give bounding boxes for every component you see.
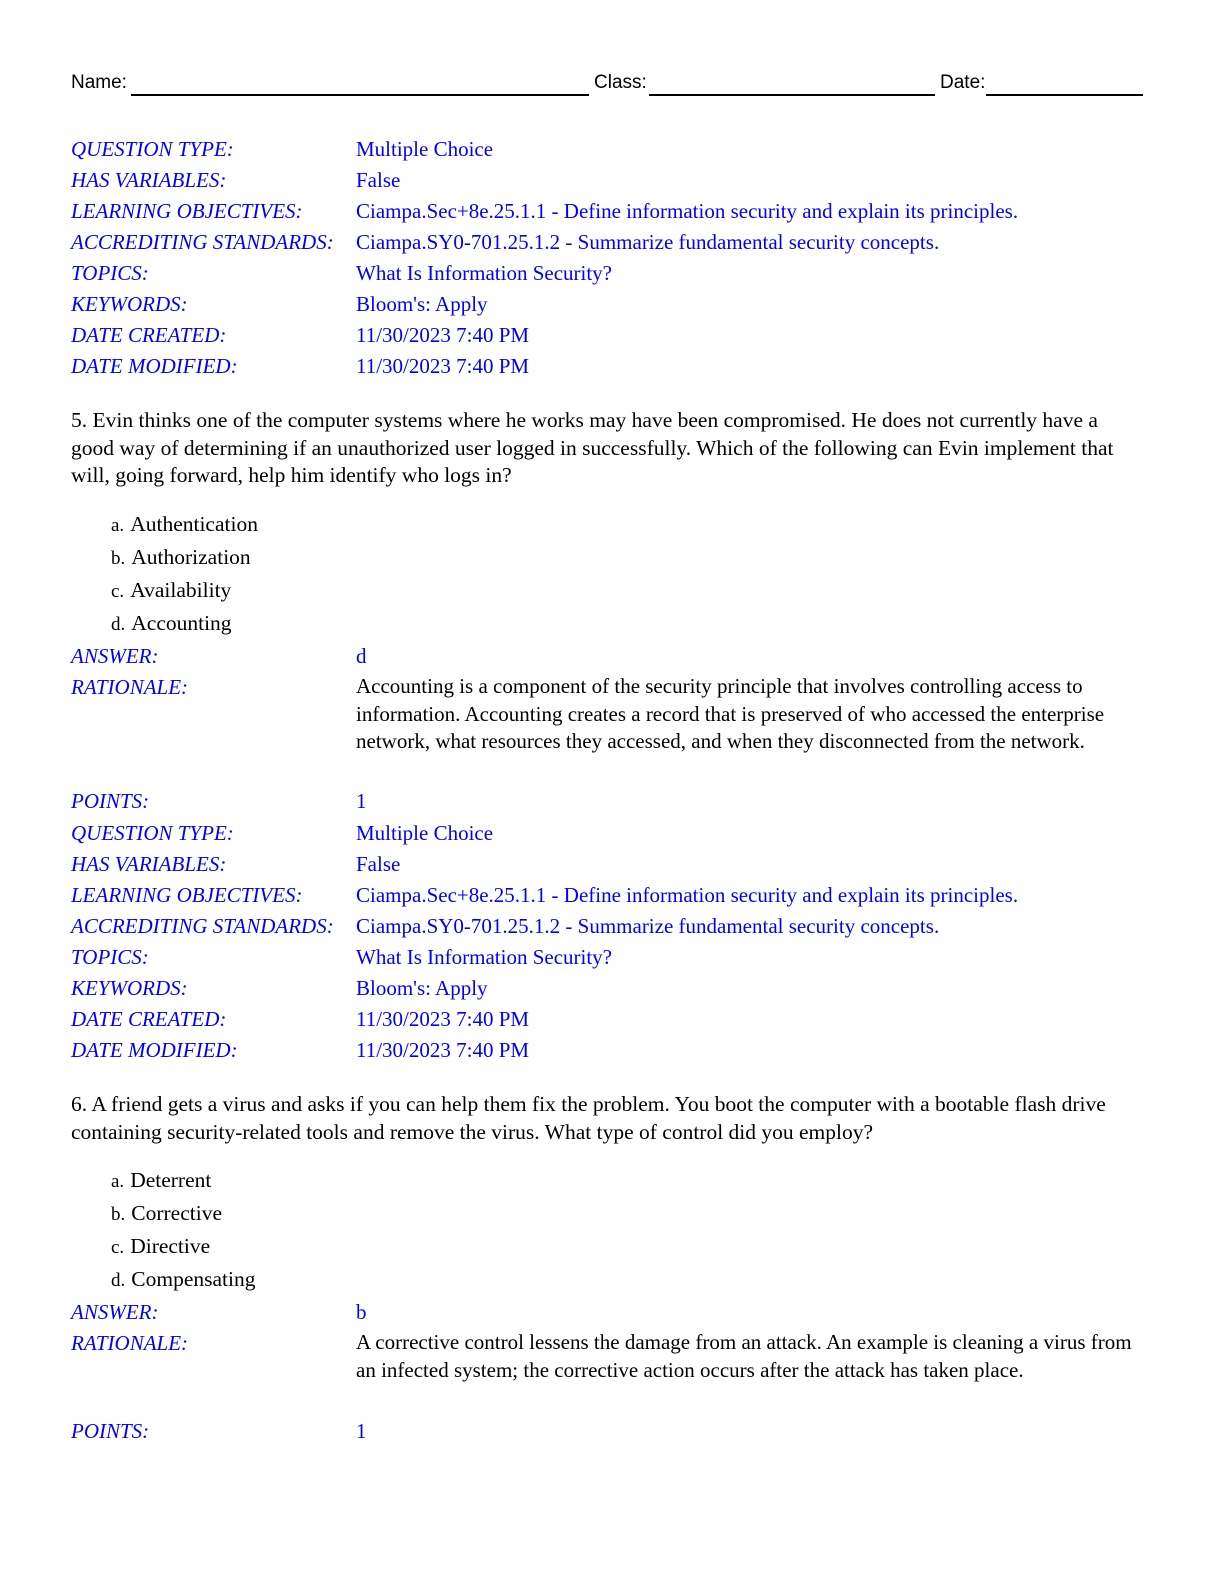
choice-text: Compensating	[131, 1267, 256, 1291]
rationale-label: RATIONALE:	[71, 675, 189, 699]
meta-row	[71, 1035, 1143, 1065]
choice-text: Directive	[130, 1234, 211, 1258]
answer-row	[71, 641, 1143, 671]
meta-value: 11/30/2023 7:40 PM	[356, 1007, 530, 1031]
meta-value: What Is Information Security?	[356, 945, 612, 969]
meta-value: False	[356, 168, 401, 192]
meta-row	[71, 258, 1143, 288]
choice-b	[111, 542, 251, 574]
choice-c	[111, 575, 231, 607]
question-text: 6. A friend gets a virus and asks if you can help them fix the problem. You boot the computer with a bootable flash drive containing security-related tools and remove the virus. What type of control did you employ?	[71, 1092, 1106, 1144]
choice-letter: d.	[111, 1270, 126, 1291]
choice-text: Deterrent	[130, 1168, 212, 1192]
meta-label: TOPICS:	[71, 945, 149, 969]
points-value: 1	[356, 1419, 367, 1443]
meta-label: LEARNING OBJECTIVES:	[71, 199, 303, 223]
meta-row	[71, 196, 1143, 226]
meta-label: DATE MODIFIED:	[71, 1038, 238, 1062]
meta-value: Bloom's: Apply	[356, 292, 488, 316]
rationale-label: RATIONALE:	[71, 1331, 189, 1355]
meta-row	[71, 818, 1143, 848]
meta-label: DATE CREATED:	[71, 1007, 227, 1031]
meta-label: QUESTION TYPE:	[71, 821, 234, 845]
meta-row	[71, 165, 1143, 195]
choice-text: Accounting	[131, 611, 232, 635]
name-field-line	[131, 94, 589, 96]
meta-value: Ciampa.SY0-701.25.1.2 - Summarize fundamental security concepts.	[356, 914, 940, 938]
meta-value: Multiple Choice	[356, 821, 494, 845]
choice-letter: b.	[111, 548, 126, 569]
meta-row	[71, 134, 1143, 164]
meta-value: 11/30/2023 7:40 PM	[356, 323, 530, 347]
class-label: Class:	[594, 72, 647, 93]
class-field-line	[649, 94, 935, 96]
choice-letter: a.	[111, 1171, 125, 1192]
choice-text: Availability	[130, 578, 232, 602]
meta-label: HAS VARIABLES:	[71, 852, 227, 876]
meta-row	[71, 1004, 1143, 1034]
meta-value: Bloom's: Apply	[356, 976, 488, 1000]
meta-row	[71, 351, 1143, 381]
choice-b	[111, 1198, 222, 1230]
choice-letter: b.	[111, 1204, 126, 1225]
choice-text: Authentication	[130, 512, 258, 536]
meta-label: LEARNING OBJECTIVES:	[71, 883, 303, 907]
meta-label: DATE CREATED:	[71, 323, 227, 347]
choice-c	[111, 1231, 210, 1263]
meta-row	[71, 786, 1143, 816]
answer-value: d	[356, 644, 367, 668]
answer-row	[71, 1297, 1143, 1327]
meta-value: Ciampa.SY0-701.25.1.2 - Summarize fundamental security concepts.	[356, 230, 940, 254]
rationale-row	[71, 672, 1143, 784]
meta-label: KEYWORDS:	[71, 976, 188, 1000]
meta-label: ACCREDITING STANDARDS:	[71, 914, 334, 938]
date-label: Date:	[940, 72, 986, 93]
choice-letter: c.	[111, 581, 125, 602]
meta-row	[71, 227, 1143, 257]
answer-label: ANSWER:	[71, 644, 159, 668]
meta-row	[71, 942, 1143, 972]
name-label: Name:	[71, 72, 127, 93]
choice-letter: d.	[111, 614, 126, 635]
meta-label: KEYWORDS:	[71, 292, 188, 316]
choice-d	[111, 1264, 255, 1296]
choice-d	[111, 608, 232, 640]
meta-value: Ciampa.Sec+8e.25.1.1 - Define information security and explain its principles.	[356, 883, 1019, 907]
meta-row	[71, 320, 1143, 350]
choice-text: Corrective	[131, 1201, 222, 1225]
meta-value: 11/30/2023 7:40 PM	[356, 354, 530, 378]
points-label: POINTS:	[71, 1419, 150, 1443]
meta-value: False	[356, 852, 401, 876]
meta-row	[71, 289, 1143, 319]
meta-row	[71, 973, 1143, 1003]
meta-row	[71, 880, 1143, 910]
meta-label: TOPICS:	[71, 261, 149, 285]
meta-value: Multiple Choice	[356, 137, 494, 161]
meta-value: What Is Information Security?	[356, 261, 612, 285]
meta-value: 1	[356, 789, 367, 813]
choice-letter: a.	[111, 515, 125, 536]
choice-a	[111, 1165, 211, 1197]
header	[71, 72, 1143, 98]
choice-letter: c.	[111, 1237, 125, 1258]
meta-label: ACCREDITING STANDARDS:	[71, 230, 334, 254]
meta-value: 11/30/2023 7:40 PM	[356, 1038, 530, 1062]
meta-label: HAS VARIABLES:	[71, 168, 227, 192]
rationale-row	[71, 1328, 1143, 1414]
choice-a	[111, 509, 258, 541]
choice-text: Authorization	[131, 545, 251, 569]
rationale-text: A corrective control lessens the damage from an attack. An example is cleaning a virus from an infected system; the corrective action occurs after the attack has taken place.	[356, 1330, 1132, 1382]
meta-label: DATE MODIFIED:	[71, 354, 238, 378]
points-row	[71, 1416, 1143, 1446]
answer-label: ANSWER:	[71, 1300, 159, 1324]
rationale-text: Accounting is a component of the security principle that involves controlling access to information. Accounting creates a record that is preserved of who accessed the enterprise network, what resources they accessed, and when they disconnected from the network.	[356, 674, 1105, 753]
meta-label: POINTS:	[71, 789, 150, 813]
meta-value: Ciampa.Sec+8e.25.1.1 - Define information security and explain its principles.	[356, 199, 1019, 223]
answer-value: b	[356, 1300, 367, 1324]
question-text: 5. Evin thinks one of the computer systems where he works may have been compromised. He does not currently have a good way of determining if an unauthorized user logged in successfully. Which of the following can Evin implement that will, going forward, help him identify who logs in?	[71, 408, 1114, 487]
meta-label: QUESTION TYPE:	[71, 137, 234, 161]
date-field-line	[986, 94, 1143, 96]
meta-row	[71, 849, 1143, 879]
meta-row	[71, 911, 1143, 941]
